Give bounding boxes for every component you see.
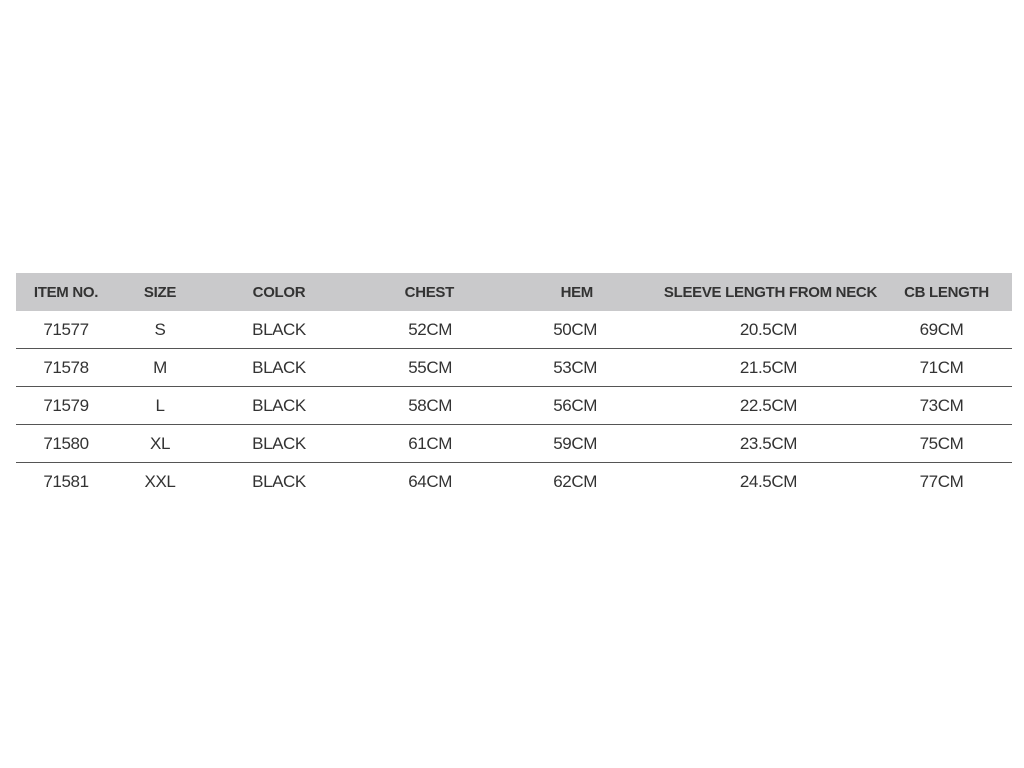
cell-item-no: 71577 xyxy=(16,311,116,349)
cell-color: BLACK xyxy=(204,425,354,463)
cell-sleeve-length: 24.5CM xyxy=(739,471,797,491)
cell-color: BLACK xyxy=(204,387,354,425)
table-header-row xyxy=(16,273,1012,311)
cell-hem: 50CM xyxy=(484,311,611,349)
table-row xyxy=(16,311,1012,349)
header-item-no: ITEM NO. xyxy=(16,273,116,311)
table-row xyxy=(16,349,1012,387)
cell-chest: 52CM xyxy=(354,311,484,349)
header-chest: CHEST xyxy=(354,273,484,311)
header-cb-length: CB LENGTH xyxy=(881,273,1012,311)
cell-color: BLACK xyxy=(204,311,354,349)
header-sleeve-length: SLEEVE LENGTH FROM NECK xyxy=(611,273,881,311)
cell-chest: 58CM xyxy=(354,387,484,425)
cell-hem: 56CM xyxy=(484,387,611,425)
cell-hem: 53CM xyxy=(484,349,611,387)
cell-color: BLACK xyxy=(204,349,354,387)
table-body xyxy=(16,311,1012,500)
cell-sleeve-length: 21.5CM xyxy=(611,349,881,387)
cell-color: BLACK xyxy=(252,471,306,491)
cell-sleeve-length: 23.5CM xyxy=(611,425,881,463)
table-row xyxy=(16,425,1012,463)
cell-chest: 55CM xyxy=(354,349,484,387)
table-row xyxy=(16,463,1012,501)
header-size: SIZE xyxy=(116,273,204,311)
cell-size: L xyxy=(116,387,204,425)
cell-cb-length: 71CM xyxy=(881,349,1012,387)
header-hem: HEM xyxy=(484,273,611,311)
cell-hem: 62CM xyxy=(553,471,597,491)
cell-item-no: 71581 xyxy=(43,471,89,491)
cell-size: XXL xyxy=(144,471,176,491)
size-chart-table xyxy=(16,273,1012,500)
cell-sleeve-length: 20.5CM xyxy=(611,311,881,349)
cell-chest: 64CM xyxy=(408,471,452,491)
cell-size: XL xyxy=(116,425,204,463)
cell-cb-length: 75CM xyxy=(881,425,1012,463)
cell-sleeve-length: 22.5CM xyxy=(611,387,881,425)
table-row xyxy=(16,387,1012,425)
table-header xyxy=(16,273,1012,311)
cell-item-no: 71578 xyxy=(16,349,116,387)
cell-cb-length: 69CM xyxy=(881,311,1012,349)
cell-hem: 59CM xyxy=(484,425,611,463)
cell-cb-length: 77CM xyxy=(919,471,964,491)
cell-cb-length: 73CM xyxy=(881,387,1012,425)
cell-size: S xyxy=(116,311,204,349)
cell-item-no: 71580 xyxy=(16,425,116,463)
header-color: COLOR xyxy=(204,273,354,311)
cell-item-no: 71579 xyxy=(16,387,116,425)
cell-size: M xyxy=(116,349,204,387)
cell-chest: 61CM xyxy=(354,425,484,463)
